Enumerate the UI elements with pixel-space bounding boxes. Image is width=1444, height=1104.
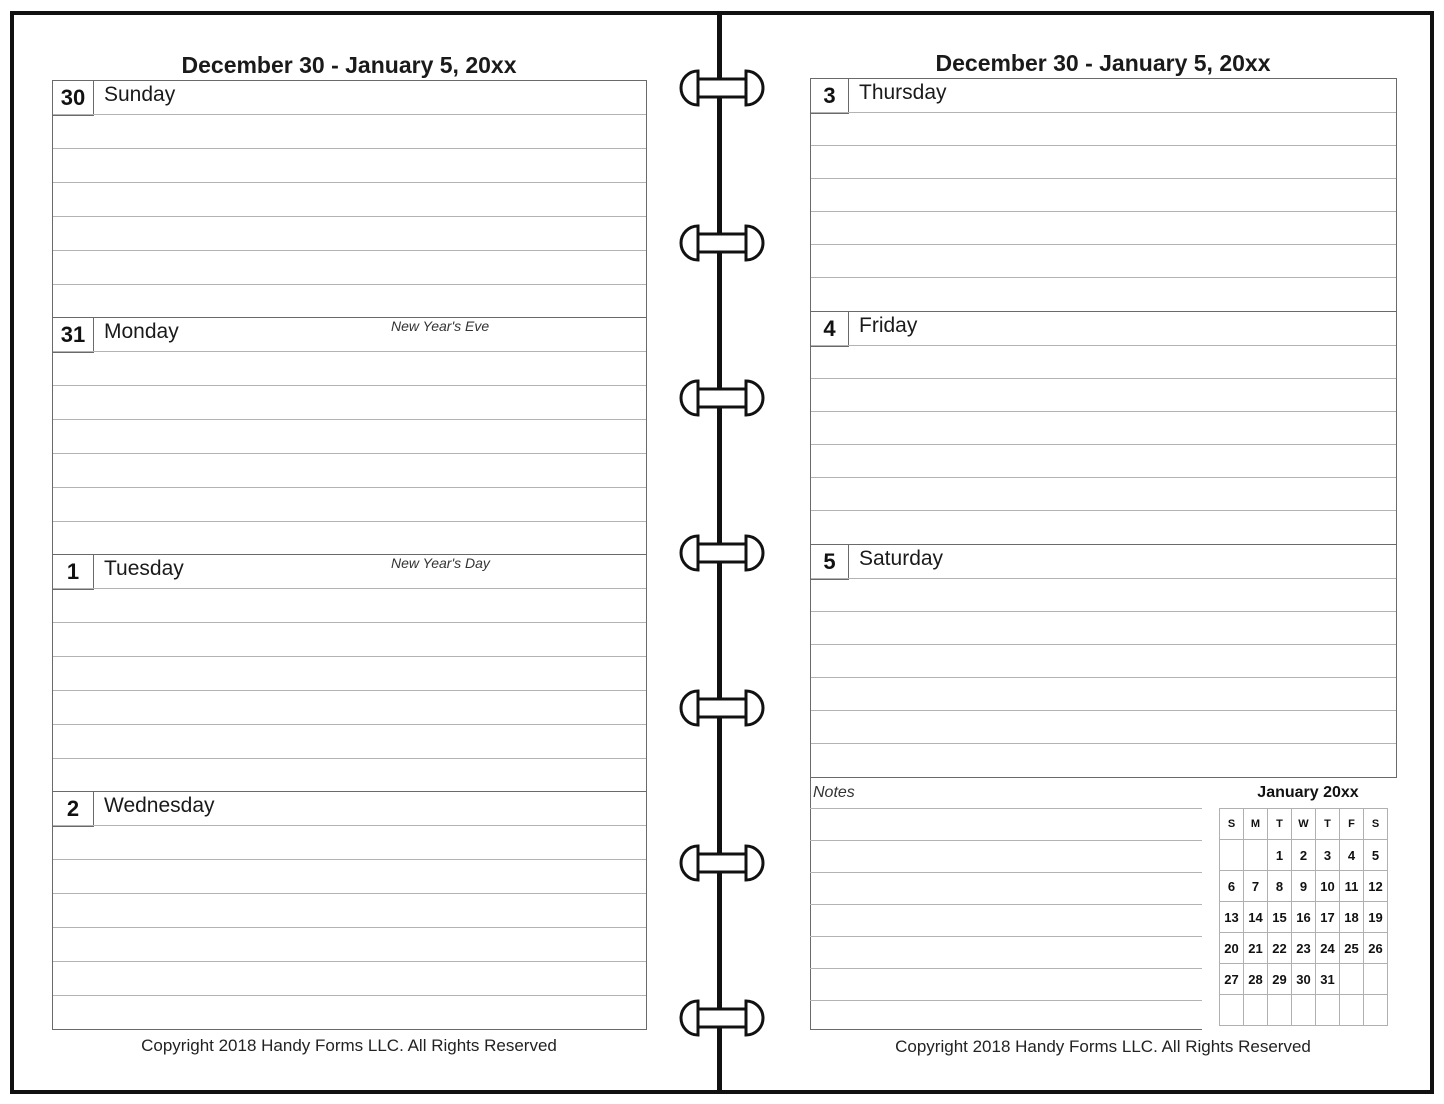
mini-calendar-day: 15	[1268, 902, 1292, 933]
mini-calendar-day: 21	[1244, 933, 1268, 964]
writing-line	[811, 244, 1396, 245]
binder-ring-icon	[668, 377, 776, 419]
day-name: Wednesday	[104, 794, 215, 817]
day-block-thursday[interactable]	[810, 78, 1397, 313]
writing-line	[811, 112, 1396, 113]
notes-line[interactable]	[810, 808, 1202, 809]
day-header	[53, 81, 646, 115]
mini-calendar-week	[1220, 902, 1388, 933]
writing-line	[53, 385, 646, 386]
writing-line	[53, 995, 646, 996]
day-name: Monday	[104, 320, 179, 343]
mini-calendar-week	[1220, 964, 1388, 995]
writing-line	[53, 148, 646, 149]
writing-line	[811, 378, 1396, 379]
day-block-wednesday[interactable]	[52, 791, 647, 1030]
writing-line	[53, 690, 646, 691]
mini-calendar-day: 23	[1292, 933, 1316, 964]
writing-line	[53, 927, 646, 928]
day-name: Tuesday	[104, 557, 184, 580]
day-header	[811, 79, 1396, 113]
left-copyright: Copyright 2018 Handy Forms LLC. All Rights Reserved	[141, 1036, 557, 1055]
mini-calendar-day: 26	[1364, 933, 1388, 964]
mini-calendar-day: 29	[1268, 964, 1292, 995]
notes-line[interactable]	[810, 968, 1202, 969]
mini-calendar-day	[1340, 995, 1364, 1026]
mini-calendar-day: 4	[1340, 840, 1364, 871]
mini-calendar-day	[1364, 964, 1388, 995]
writing-line	[53, 825, 646, 826]
writing-line	[811, 211, 1396, 212]
mini-calendar-day: 5	[1364, 840, 1388, 871]
notes-label: Notes	[813, 784, 855, 801]
binder-ring-icon	[668, 997, 776, 1039]
writing-line	[811, 743, 1396, 744]
day-header	[811, 545, 1396, 579]
mini-calendar-day	[1292, 995, 1316, 1026]
mini-calendar-day: 7	[1244, 871, 1268, 902]
mini-calendar-day: 14	[1244, 902, 1268, 933]
writing-line	[53, 182, 646, 183]
writing-line	[811, 444, 1396, 445]
day-header	[53, 555, 646, 589]
weekday-label: T	[1268, 809, 1292, 840]
writing-line	[811, 277, 1396, 278]
notes-line[interactable]	[810, 1000, 1202, 1001]
day-date: 2	[52, 791, 94, 827]
writing-line	[53, 351, 646, 352]
mini-calendar-title: January 20xx	[1257, 784, 1359, 801]
day-name: Saturday	[859, 547, 944, 570]
day-date: 30	[52, 80, 94, 116]
weekday-label: S	[1364, 809, 1388, 840]
left-page-title: December 30 - January 5, 20xx	[181, 52, 517, 78]
writing-line	[53, 656, 646, 657]
day-block-tuesday[interactable]	[52, 554, 647, 793]
mini-calendar-day: 2	[1292, 840, 1316, 871]
mini-calendar-day: 17	[1316, 902, 1340, 933]
mini-calendar-week	[1220, 840, 1388, 871]
writing-line	[811, 477, 1396, 478]
day-block-sunday[interactable]	[52, 80, 647, 319]
right-page-title: December 30 - January 5, 20xx	[935, 50, 1271, 76]
writing-line	[53, 487, 646, 488]
writing-line	[53, 588, 646, 589]
mini-calendar-day	[1244, 995, 1268, 1026]
writing-line	[811, 178, 1396, 179]
writing-line	[811, 710, 1396, 711]
writing-line	[53, 284, 646, 285]
weekday-label: W	[1292, 809, 1316, 840]
weekday-label: S	[1220, 809, 1244, 840]
day-header	[53, 792, 646, 826]
mini-calendar-day: 11	[1340, 871, 1364, 902]
mini-calendar-day: 27	[1220, 964, 1244, 995]
mini-calendar-day: 30	[1292, 964, 1316, 995]
weekday-label: F	[1340, 809, 1364, 840]
weekday-label: T	[1316, 809, 1340, 840]
writing-line	[811, 578, 1396, 579]
mini-calendar-day	[1340, 964, 1364, 995]
mini-calendar-day: 19	[1364, 902, 1388, 933]
writing-line	[53, 453, 646, 454]
weekday-label: M	[1244, 809, 1268, 840]
mini-calendar-day: 28	[1244, 964, 1268, 995]
day-block-saturday[interactable]	[810, 544, 1397, 778]
mini-calendar-day: 8	[1268, 871, 1292, 902]
writing-line	[811, 677, 1396, 678]
mini-calendar-day: 24	[1316, 933, 1340, 964]
writing-line	[811, 510, 1396, 511]
holiday-label: New Year's Day	[391, 555, 490, 571]
writing-line	[811, 145, 1396, 146]
mini-calendar-day: 25	[1340, 933, 1364, 964]
mini-calendar-day	[1244, 840, 1268, 871]
notes-line[interactable]	[810, 840, 1202, 841]
mini-calendar-day: 12	[1364, 871, 1388, 902]
notes-line[interactable]	[810, 872, 1202, 873]
writing-line	[53, 622, 646, 623]
mini-calendar-day	[1316, 995, 1340, 1026]
writing-line	[53, 114, 646, 115]
binder-ring-icon	[668, 842, 776, 884]
mini-calendar-week	[1220, 995, 1388, 1026]
writing-line	[53, 724, 646, 725]
writing-line	[53, 216, 646, 217]
mini-calendar-day: 9	[1292, 871, 1316, 902]
mini-calendar-day: 16	[1292, 902, 1316, 933]
mini-calendar-weekdays	[1220, 809, 1388, 840]
mini-calendar-day: 13	[1220, 902, 1244, 933]
mini-calendar-day	[1268, 995, 1292, 1026]
writing-line	[811, 611, 1396, 612]
writing-line	[53, 521, 646, 522]
day-block-monday[interactable]	[52, 317, 647, 556]
day-name: Sunday	[104, 83, 176, 106]
writing-line	[53, 859, 646, 860]
day-name: Friday	[859, 314, 918, 337]
day-name: Thursday	[859, 81, 947, 104]
writing-line	[53, 893, 646, 894]
mini-calendar-week	[1220, 933, 1388, 964]
mini-calendar-day	[1220, 995, 1244, 1026]
writing-line	[53, 250, 646, 251]
notes-bottom-border	[810, 1029, 1202, 1030]
mini-calendar-day: 10	[1316, 871, 1340, 902]
binder-ring-icon	[668, 67, 776, 109]
writing-line	[53, 961, 646, 962]
mini-calendar-week	[1220, 871, 1388, 902]
day-date: 3	[810, 78, 849, 114]
mini-calendar-day	[1220, 840, 1244, 871]
writing-line	[811, 345, 1396, 346]
mini-calendar-day: 1	[1268, 840, 1292, 871]
notes-line[interactable]	[810, 904, 1202, 905]
binder-ring-icon	[668, 532, 776, 574]
day-date: 31	[52, 317, 94, 353]
right-copyright: Copyright 2018 Handy Forms LLC. All Rights Reserved	[895, 1037, 1311, 1056]
mini-calendar-day: 22	[1268, 933, 1292, 964]
binder-ring-icon	[668, 222, 776, 264]
mini-calendar-day: 18	[1340, 902, 1364, 933]
writing-line	[53, 758, 646, 759]
mini-calendar-day	[1364, 995, 1388, 1026]
mini-calendar	[1219, 808, 1388, 1026]
day-date: 4	[810, 311, 849, 347]
day-date: 1	[52, 554, 94, 590]
binder-ring-icon	[668, 687, 776, 729]
mini-calendar-day: 31	[1316, 964, 1340, 995]
mini-calendar-day: 6	[1220, 871, 1244, 902]
day-date: 5	[810, 544, 849, 580]
notes-line[interactable]	[810, 936, 1202, 937]
day-header	[53, 318, 646, 352]
holiday-label: New Year's Eve	[391, 318, 490, 334]
writing-line	[811, 411, 1396, 412]
writing-line	[53, 419, 646, 420]
day-header	[811, 312, 1396, 346]
mini-calendar-day: 3	[1316, 840, 1340, 871]
mini-calendar-day: 20	[1220, 933, 1244, 964]
writing-line	[811, 644, 1396, 645]
day-block-friday[interactable]	[810, 311, 1397, 546]
